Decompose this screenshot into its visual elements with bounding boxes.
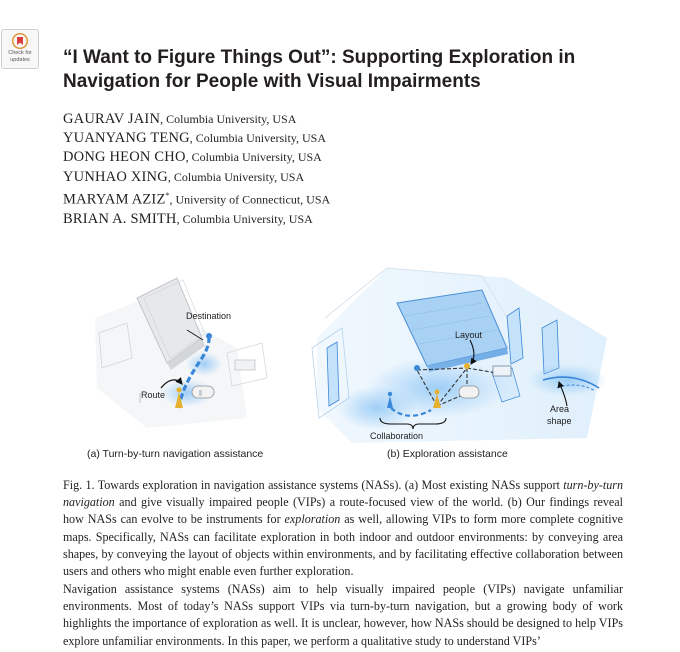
author-footnote-mark: * — [165, 190, 170, 200]
area-shape-label-2: shape — [547, 416, 572, 426]
route-label: Route — [141, 390, 166, 400]
author-affiliation: , Columbia University, USA — [176, 211, 313, 226]
badge-label-1: Check for — [8, 50, 32, 56]
author-row — [63, 187, 330, 210]
author-list — [63, 110, 330, 229]
paper-title: “I Want to Figure Things Out”: Supporting Exploration in Navigation for People with Visual Impairments — [63, 47, 576, 92]
figure-caption — [63, 477, 623, 580]
caption-emphasis: turn-by-turn navigation — [63, 478, 623, 510]
caption-text: and give visually impaired people (VIPs) a route-focused view of the world. (b) Our findings reveal how NASs can evolve to be instruments for — [63, 495, 623, 527]
author-row — [63, 210, 330, 229]
check-for-updates-badge[interactable] — [1, 29, 39, 69]
author-row — [63, 129, 330, 148]
author-name: YUANYANG TENG — [63, 130, 190, 147]
author-affiliation: , Columbia University, USA — [189, 131, 327, 146]
author-affiliation: , Columbia University, USA — [185, 150, 322, 165]
author-name: DONG HEON CHO — [63, 149, 186, 166]
subfigure-a-caption: (a) Turn-by-turn navigation assistance — [87, 448, 264, 460]
bookmark-check-icon — [12, 33, 28, 49]
subfigure-b-caption: (b) Exploration assistance — [387, 448, 508, 460]
author-row — [63, 110, 330, 129]
collaboration-label: Collaboration — [370, 431, 424, 441]
caption-text: as well, allowing VIPs to form more complete cognitive maps. Specifically, NASs can facilitate exploration in both indoor and outdoor environments: by conveying area shapes, by conveying the layout of objects within environments, and by facilitating effective collaboration between users and others who might enable even further exploration. — [63, 512, 623, 579]
right-panel-illustration — [312, 268, 607, 443]
author-name: BRIAN A. SMITH — [63, 210, 177, 227]
author-name: GAURAV JAIN — [63, 111, 161, 127]
caption-emphasis: exploration — [284, 512, 341, 527]
destination-label: Destination — [186, 311, 232, 321]
author-row — [63, 148, 330, 167]
left-panel-illustration — [95, 278, 267, 428]
figure-1 — [87, 258, 617, 468]
figure-illustration — [87, 258, 617, 468]
area-shape-label-1: Area — [550, 404, 570, 414]
author-affiliation: , Columbia University, USA — [167, 169, 305, 184]
author-row — [63, 168, 330, 187]
layout-label: Layout — [455, 330, 483, 340]
author-affiliation: , Columbia University, USA — [160, 112, 297, 126]
author-name: YUNHAO XING — [63, 168, 168, 185]
author-name: MARYAM AZIZ — [63, 191, 166, 208]
body-paragraph: Navigation assistance systems (NASs) aim to help visually impaired people (VIPs) navigate unfamiliar environments. Most of today’s NASs support VIPs via turn-by-turn navigation, but a growing body of work highlights the importance of exploration as well. It is unclear, however, how NASs should be designed to help VIPs explore unfamiliar environments. In this paper, we perform a qualitative study to understand VIPs’ — [63, 582, 623, 648]
caption-text: Fig. 1. Towards exploration in navigation assistance systems (NASs). (a) Most existing NASs support — [63, 478, 564, 492]
author-affiliation: , University of Connecticut, USA — [169, 192, 331, 207]
badge-label-2: updates — [10, 57, 30, 63]
